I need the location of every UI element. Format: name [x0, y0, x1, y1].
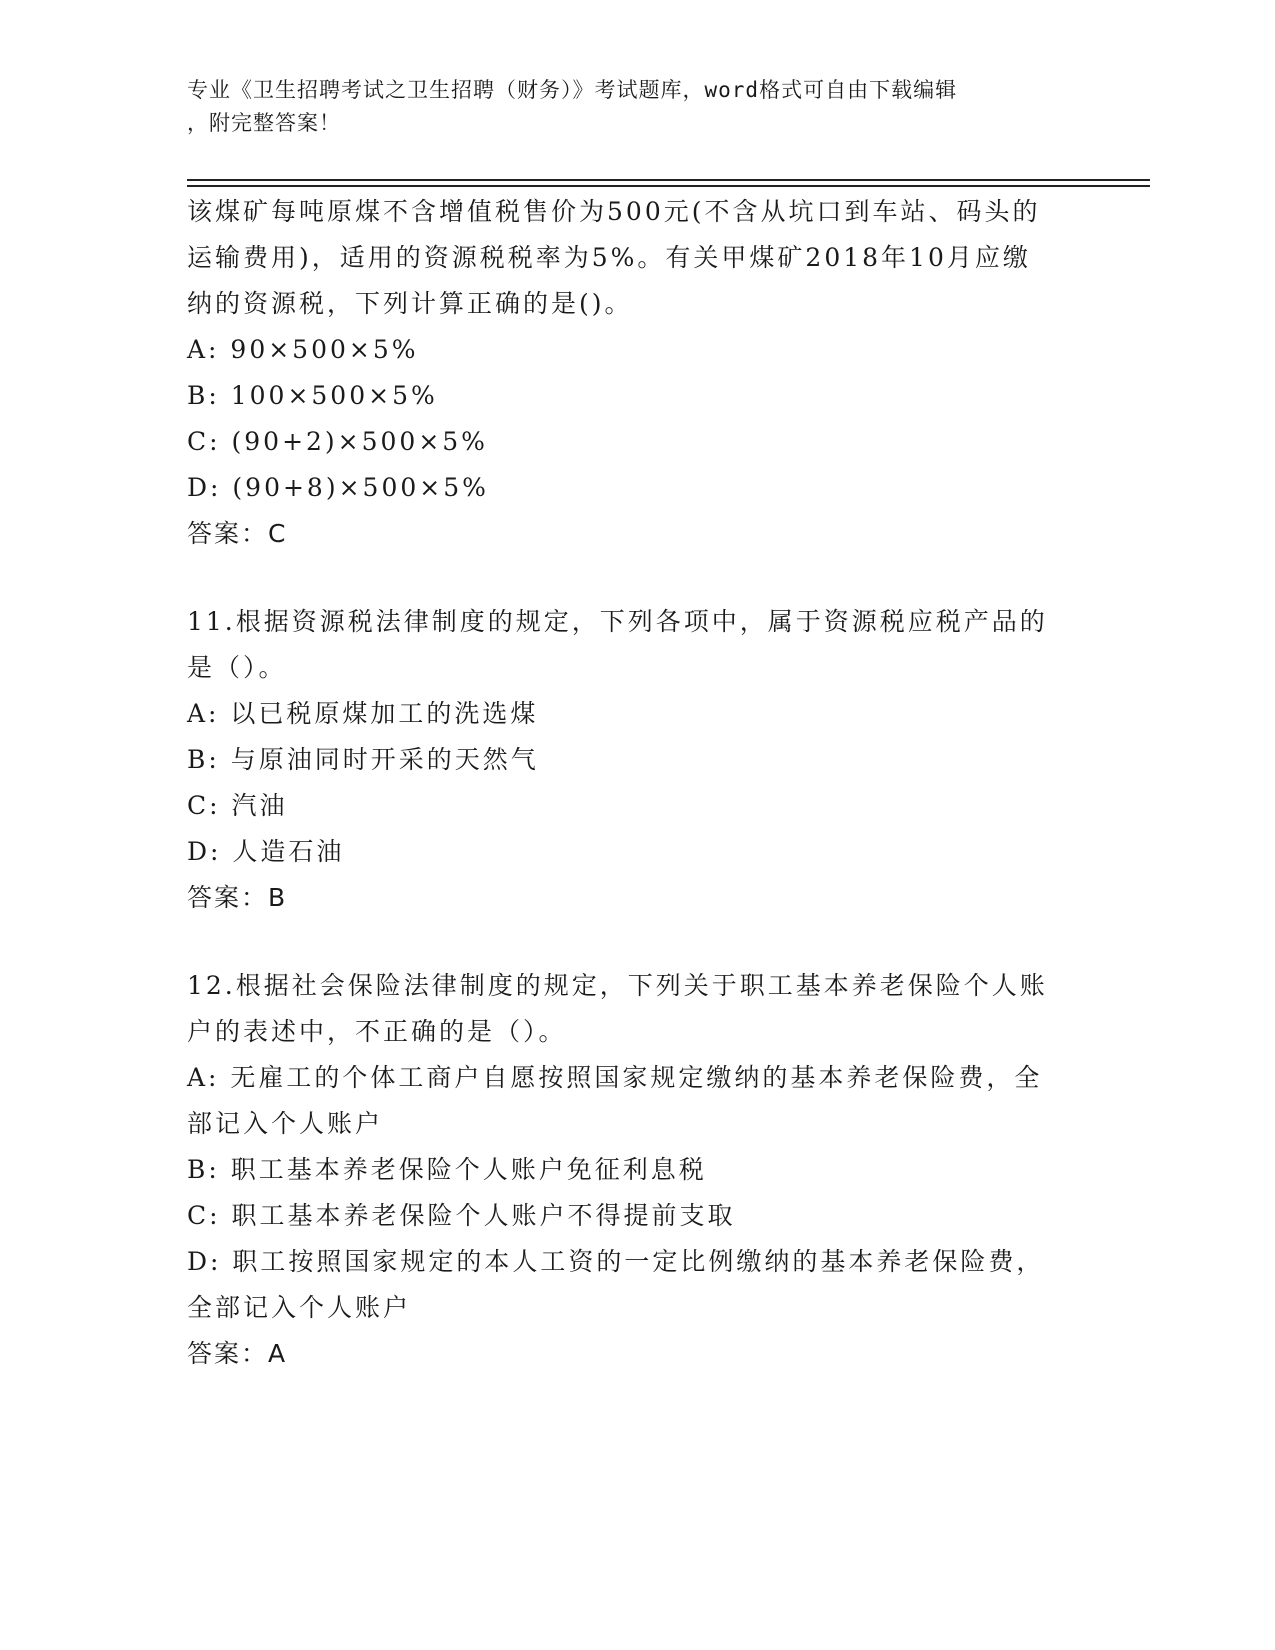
option-b: B: 与原油同时开采的天然气: [187, 745, 539, 774]
header-rule-top: [187, 179, 1150, 181]
question-stem-line: 是（）。: [187, 653, 287, 682]
question-stem-line: 该煤矿每吨原煤不含增值税售价为500元(不含从坑口到车站、码头的: [187, 197, 1041, 226]
answer-label: 答案：A: [187, 1339, 288, 1368]
option-a: A: 无雇工的个体工商户自愿按照国家规定缴纳的基本养老保险费，全: [187, 1063, 1043, 1092]
option-c: C: 职工基本养老保险个人账户不得提前支取: [187, 1201, 736, 1230]
option-a: A: 90×500×5%: [187, 335, 419, 364]
question-stem-line: 11.根据资源税法律制度的规定，下列各项中，属于资源税应税产品的: [187, 607, 1048, 636]
question-stem-line: 纳的资源税，下列计算正确的是()。: [187, 289, 633, 318]
header-line-2: ，附完整答案！: [187, 111, 341, 135]
option-c: C: (90+2)×500×5%: [187, 427, 488, 456]
option-b: B: 职工基本养老保险个人账户免征利息税: [187, 1155, 707, 1184]
question-11: [187, 599, 1087, 921]
option-d: D: (90+8)×500×5%: [187, 473, 489, 502]
header-line-1: 专业《卫生招聘考试之卫生招聘（财务）》考试题库，word格式可自由下载编辑: [187, 78, 958, 102]
question-stem-line: 12.根据社会保险法律制度的规定，下列关于职工基本养老保险个人账: [187, 971, 1048, 1000]
document-body: [187, 189, 1087, 1377]
question-12: [187, 963, 1087, 1377]
spacer: [187, 557, 1087, 599]
question-stem-line: 户的表述中，不正确的是（）。: [187, 1017, 567, 1046]
question-10: [187, 189, 1087, 557]
option-d-continued: 全部记入个人账户: [187, 1293, 412, 1322]
option-c: C: 汽油: [187, 791, 288, 820]
answer-label: 答案：B: [187, 883, 288, 912]
option-b: B: 100×500×5%: [187, 381, 438, 410]
document-header: [187, 74, 1067, 140]
header-rule-bottom: [187, 185, 1150, 187]
spacer: [187, 921, 1087, 963]
option-d: D: 人造石油: [187, 837, 345, 866]
question-stem-line: 运输费用)，适用的资源税税率为5%。有关甲煤矿2018年10月应缴: [187, 243, 1031, 272]
option-a: A: 以已税原煤加工的洗选煤: [187, 699, 539, 728]
option-a-continued: 部记入个人账户: [187, 1109, 384, 1138]
option-d: D: 职工按照国家规定的本人工资的一定比例缴纳的基本养老保险费，: [187, 1247, 1045, 1276]
answer-label: 答案：C: [187, 519, 288, 548]
